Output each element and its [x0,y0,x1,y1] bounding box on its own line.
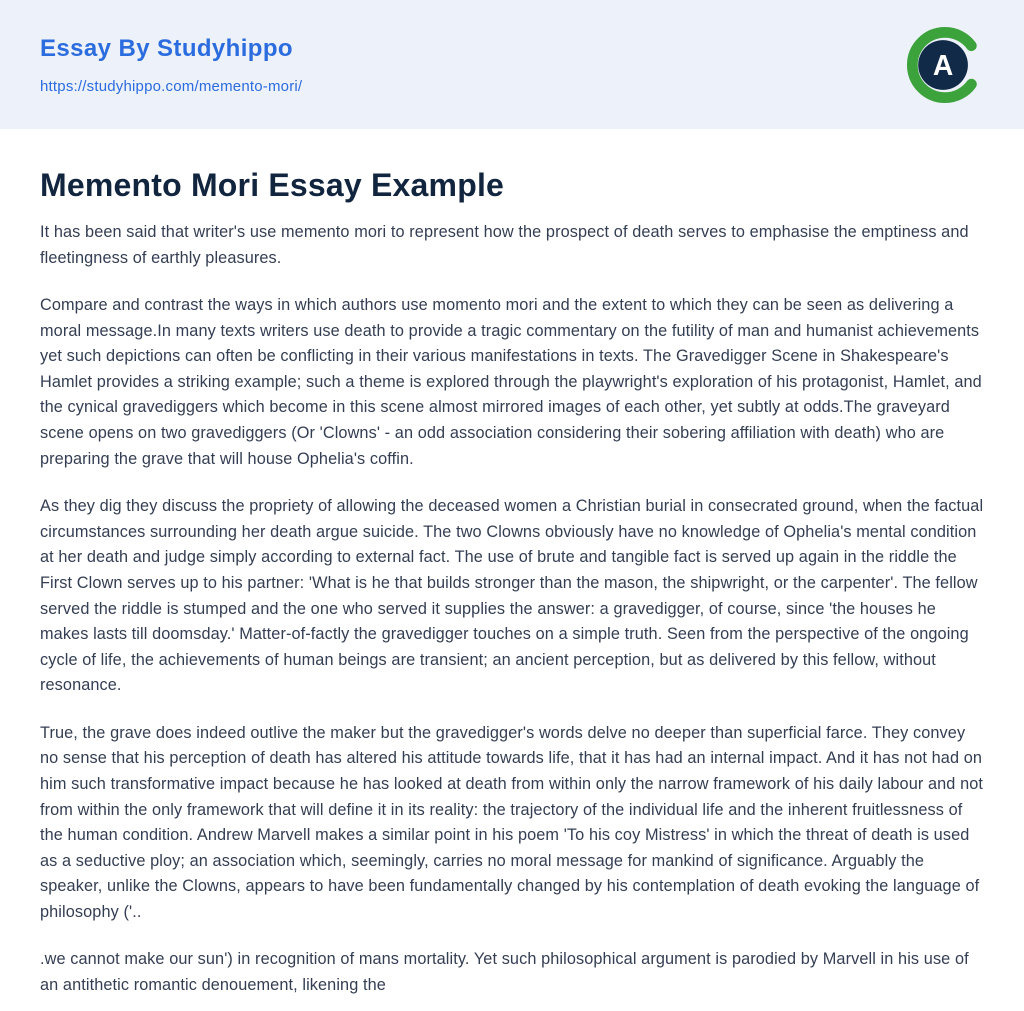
paragraph: It has been said that writer's use memento mori to represent how the prospect of death serves to emphasise the emptiness and fleetingness of earthly pleasures. [40,223,969,267]
page-title: Memento Mori Essay Example [40,167,505,203]
paragraph: .we cannot make our sun') in recognition of mans mortality. Yet such philosophical argument is parodied by Marvell in his use of an antithetic romantic denouement, likening the [40,950,969,995]
paragraph: Compare and contrast the ways in which authors use momento mori and the extent to which they can be seen as delivering a moral message.In many texts writers use death to provide a tragic commentary on the futility of man and humanist achievements yet such depictions can often be conflicting in their various manifestations in texts. The Gravedigger Scene in Shakespeare's Hamlet provides a striking example; such a theme is explored through the playwright's exploration of his protagonist, Hamlet, and the cynical gravediggers which become in this scene almost mirrored images of each other, yet subtly at odds.The graveyard scene opens on two gravediggers (Or 'Clowns' - an odd association considering their sobering affiliation with death) who are preparing the grave that will house Ophelia's coffin. [40,296,982,468]
studyhippo-logo [906,26,984,104]
site-header [0,0,1024,129]
site-title: Essay By Studyhippo [40,34,293,62]
source-url-link[interactable]: https://studyhippo.com/memento-mori/ [40,77,303,95]
paragraph: True, the grave does indeed outlive the maker but the gravedigger's words delve no deeper than superficial farce. They convey no sense that his perception of death has altered his attitude towards life, that it has had an internal impact. And it has not had on him such transformative impact because he has looked at death from within only the narrow framework of his daily labour and not from within the only framework that will define it in its reality: the trajectory of the individual life and the inherent fruitlessness of the human condition. Andrew Marvell makes a similar point in his poem 'To his coy Mistress' in which the threat of death is used as a seductive ploy; an association which, seemingly, carries no moral message for mankind of significance. Arguably the speaker, unlike the Clowns, appears to have been fundamentally changed by his contemplation of death evoking the language of philosophy ('.. [40,723,984,921]
logo-letter: A [932,48,954,81]
studyhippo-logo-icon [906,26,984,104]
article [0,129,1024,999]
site-header-text [40,35,302,95]
article-body [40,220,984,999]
paragraph: As they dig they discuss the propriety of allowing the deceased women a Christian burial in consecrated ground, when the factual circumstances surrounding her death argue suicide. The two Clowns obviously have no knowledge of Ophelia's mental condition at her death and judge simply according to external fact. The use of brute and tangible fact is served up again in the riddle the First Clown serves up to his partner: 'What is he that builds stronger than the mason, the shipwright, or the carpenter'. The fellow served the riddle is stumped and the one who served it supplies the answer: a gravedigger, of course, since 'the houses he makes lasts till doomsday.' Matter-of-factly the gravedigger touches on a simple truth. Seen from the perspective of the ongoing cycle of life, the achievements of human beings are transient; an ancient perception, but as delivered by this fellow, without resonance. [40,497,984,695]
